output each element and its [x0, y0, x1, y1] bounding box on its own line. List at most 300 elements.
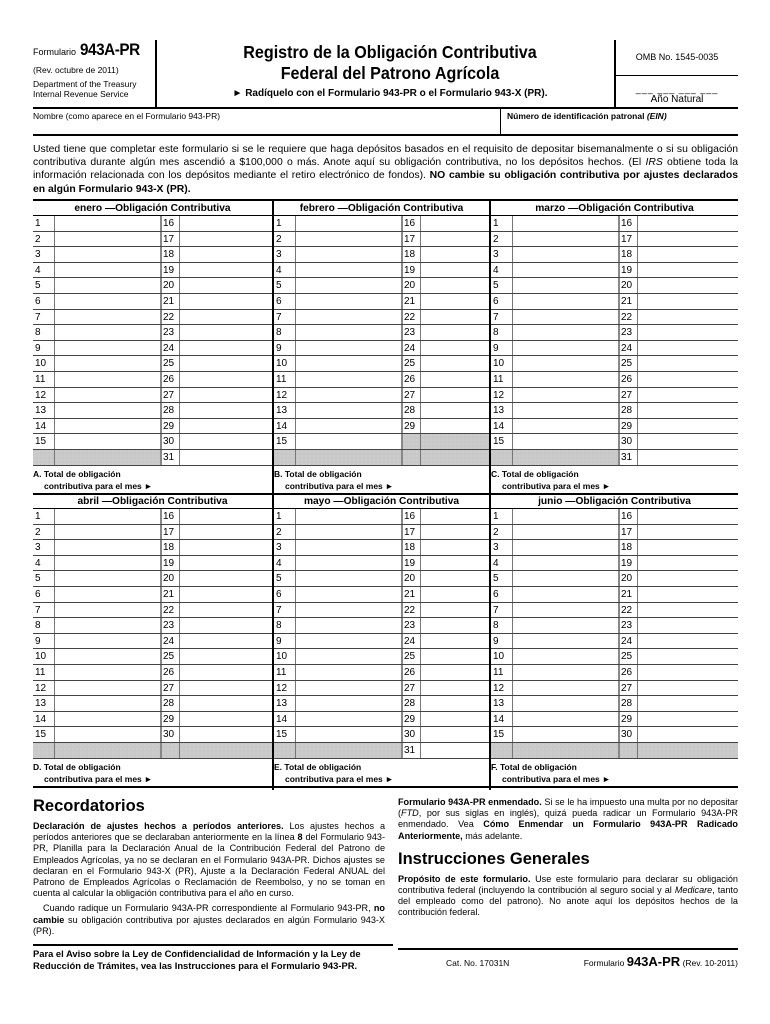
day-27-liability-input[interactable] — [638, 388, 738, 403]
day-12-liability-input[interactable] — [296, 388, 403, 403]
day-12-liability-input[interactable] — [55, 681, 162, 696]
day-1-liability-input[interactable] — [55, 216, 162, 231]
day-20-liability-input[interactable] — [180, 278, 272, 293]
day-11-liability-input[interactable] — [296, 372, 403, 387]
day-28-liability-input[interactable] — [421, 696, 489, 711]
day-26-liability-input[interactable] — [421, 372, 489, 387]
day-7-liability-input[interactable] — [296, 603, 403, 618]
day-30-liability-input[interactable] — [180, 727, 272, 742]
month-separator — [489, 201, 491, 495]
day-21-liability-input[interactable] — [180, 294, 272, 309]
day-10-liability-input[interactable] — [513, 649, 620, 664]
day-number: 29 — [403, 419, 421, 434]
day-4-liability-input[interactable] — [55, 556, 162, 571]
day-17-liability-input[interactable] — [638, 232, 738, 247]
day-row — [274, 450, 489, 466]
day-row — [274, 681, 489, 697]
day-7-liability-input[interactable] — [513, 603, 620, 618]
day-number — [162, 743, 180, 758]
day-24-liability-input[interactable] — [421, 341, 489, 356]
day-number: 15 — [274, 727, 296, 742]
day-row — [491, 509, 738, 525]
day-7-liability-input[interactable] — [55, 603, 162, 618]
intro-text-2: obtiene toda la información relacionada con los depósitos mediante el retiro electrónico de fondos). — [33, 157, 738, 182]
day-10-liability-input[interactable] — [296, 356, 403, 371]
day-8-liability-input[interactable] — [513, 618, 620, 633]
day-24-liability-input[interactable] — [180, 634, 272, 649]
day-18-liability-input[interactable] — [421, 247, 489, 262]
day-17-liability-input[interactable] — [180, 232, 272, 247]
form-id-block — [33, 40, 157, 108]
day-8-liability-input[interactable] — [55, 618, 162, 633]
day-number: 27 — [620, 681, 638, 696]
day-15-liability-input[interactable] — [55, 434, 162, 449]
day-23-liability-input[interactable] — [638, 618, 738, 633]
day-10-liability-input[interactable] — [55, 649, 162, 664]
day-20-liability-input[interactable] — [180, 571, 272, 586]
day-6-liability-input[interactable] — [55, 294, 162, 309]
day-number: 24 — [162, 634, 180, 649]
day-19-liability-input[interactable] — [421, 556, 489, 571]
day-4-liability-input[interactable] — [296, 263, 403, 278]
name-ein-row — [33, 109, 738, 136]
day-28-liability-input[interactable] — [638, 696, 738, 711]
day-18-liability-input[interactable] — [421, 540, 489, 555]
day-25-liability-input[interactable] — [421, 649, 489, 664]
day-15-liability-input[interactable] — [513, 434, 620, 449]
month-header: abril —Obligación Contributiva — [33, 494, 272, 509]
day-row — [491, 216, 738, 232]
day-6-liability-input[interactable] — [55, 587, 162, 602]
day-23-liability-input[interactable] — [638, 325, 738, 340]
day-number: 7 — [491, 310, 513, 325]
day-5-liability-input[interactable] — [513, 571, 620, 586]
day-15-liability-input[interactable] — [296, 434, 403, 449]
day-number: 28 — [403, 696, 421, 711]
day-3-liability-input[interactable] — [296, 247, 403, 262]
day-30-liability-input[interactable] — [638, 727, 738, 742]
instructions-column — [398, 797, 738, 919]
day-number — [491, 450, 513, 465]
day-27-liability-input[interactable] — [421, 681, 489, 696]
day-number: 1 — [33, 509, 55, 524]
day-row — [33, 310, 272, 326]
day-13-liability-input[interactable] — [55, 403, 162, 418]
day-11-liability-input[interactable] — [513, 372, 620, 387]
day-22-liability-input[interactable] — [180, 310, 272, 325]
day-blank-liability-input — [296, 450, 403, 465]
month-total-field[interactable] — [33, 466, 272, 495]
day-row — [491, 540, 738, 556]
liability-table-q1-part2 — [33, 494, 738, 790]
day-30-liability-input[interactable] — [421, 727, 489, 742]
day-4-liability-input[interactable] — [55, 263, 162, 278]
day-14-liability-input[interactable] — [296, 712, 403, 727]
day-row — [33, 571, 272, 587]
day-row — [274, 247, 489, 263]
day-number: 20 — [620, 571, 638, 586]
day-9-liability-input[interactable] — [296, 341, 403, 356]
day-29-liability-input[interactable] — [421, 419, 489, 434]
day-5-liability-input[interactable] — [55, 571, 162, 586]
day-30-liability-input[interactable] — [180, 434, 272, 449]
footer-form-info — [398, 948, 738, 969]
day-26-liability-input[interactable] — [421, 665, 489, 680]
day-16-liability-input[interactable] — [421, 509, 489, 524]
day-row — [274, 341, 489, 357]
day-6-liability-input[interactable] — [513, 294, 620, 309]
day-21-liability-input[interactable] — [421, 294, 489, 309]
day-22-liability-input[interactable] — [421, 310, 489, 325]
day-row — [274, 310, 489, 326]
day-2-liability-input[interactable] — [55, 232, 162, 247]
day-1-liability-input[interactable] — [513, 216, 620, 231]
intro-irs: IRS — [645, 157, 663, 169]
day-8-liability-input[interactable] — [296, 618, 403, 633]
day-2-liability-input[interactable] — [55, 525, 162, 540]
day-24-liability-input[interactable] — [421, 634, 489, 649]
day-13-liability-input[interactable] — [513, 403, 620, 418]
day-row — [274, 696, 489, 712]
calendar-year-input[interactable]: ___ ___ ___ ___ — [635, 84, 719, 94]
total-letter: D. — [33, 761, 42, 772]
day-1-liability-input[interactable] — [296, 216, 403, 231]
day-row — [491, 341, 738, 357]
day-22-liability-input[interactable] — [638, 310, 738, 325]
day-6-liability-input[interactable] — [296, 587, 403, 602]
day-19-liability-input[interactable] — [180, 263, 272, 278]
day-31-liability-input[interactable] — [180, 450, 272, 465]
total-label-1: Total de obligación — [43, 468, 121, 479]
day-19-liability-input[interactable] — [421, 263, 489, 278]
day-3-liability-input[interactable] — [55, 247, 162, 262]
month-total-field[interactable] — [274, 466, 489, 495]
day-12-liability-input[interactable] — [513, 681, 620, 696]
day-number: 11 — [33, 372, 55, 387]
day-9-liability-input[interactable] — [55, 341, 162, 356]
day-number: 9 — [491, 634, 513, 649]
day-5-liability-input[interactable] — [296, 571, 403, 586]
day-17-liability-input[interactable] — [421, 525, 489, 540]
day-18-liability-input[interactable] — [180, 540, 272, 555]
day-27-liability-input[interactable] — [180, 681, 272, 696]
day-27-liability-input[interactable] — [421, 388, 489, 403]
day-number: 20 — [162, 571, 180, 586]
day-9-liability-input[interactable] — [513, 341, 620, 356]
day-21-liability-input[interactable] — [421, 587, 489, 602]
month-total-field[interactable] — [491, 759, 738, 788]
day-number: 11 — [33, 665, 55, 680]
day-28-liability-input[interactable] — [180, 696, 272, 711]
day-number: 4 — [274, 556, 296, 571]
day-row — [491, 388, 738, 404]
day-14-liability-input[interactable] — [55, 712, 162, 727]
day-30-liability-input[interactable] — [638, 434, 738, 449]
month-separator — [489, 494, 491, 790]
day-12-liability-input[interactable] — [55, 388, 162, 403]
day-3-liability-input[interactable] — [55, 540, 162, 555]
day-26-liability-input[interactable] — [180, 372, 272, 387]
day-24-liability-input[interactable] — [638, 341, 738, 356]
day-row — [491, 696, 738, 712]
day-row — [33, 403, 272, 419]
day-27-liability-input[interactable] — [180, 388, 272, 403]
day-11-liability-input[interactable] — [513, 665, 620, 680]
day-number: 16 — [620, 216, 638, 231]
day-26-liability-input[interactable] — [638, 372, 738, 387]
day-11-liability-input[interactable] — [296, 665, 403, 680]
day-25-liability-input[interactable] — [638, 649, 738, 664]
day-21-liability-input[interactable] — [638, 587, 738, 602]
month-total-field[interactable] — [491, 466, 738, 495]
day-26-liability-input[interactable] — [638, 665, 738, 680]
day-4-liability-input[interactable] — [296, 556, 403, 571]
day-number — [620, 743, 638, 758]
day-number: 13 — [33, 403, 55, 418]
day-7-liability-input[interactable] — [296, 310, 403, 325]
day-4-liability-input[interactable] — [513, 263, 620, 278]
day-number: 17 — [162, 232, 180, 247]
day-23-liability-input[interactable] — [180, 618, 272, 633]
day-13-liability-input[interactable] — [55, 696, 162, 711]
day-number: 16 — [162, 509, 180, 524]
day-2-liability-input[interactable] — [513, 525, 620, 540]
day-11-liability-input[interactable] — [55, 372, 162, 387]
day-10-liability-input[interactable] — [296, 649, 403, 664]
day-number: 8 — [33, 325, 55, 340]
day-17-liability-input[interactable] — [638, 525, 738, 540]
day-5-liability-input[interactable] — [513, 278, 620, 293]
day-number: 5 — [491, 278, 513, 293]
day-16-liability-input[interactable] — [180, 509, 272, 524]
day-10-liability-input[interactable] — [513, 356, 620, 371]
day-12-liability-input[interactable] — [513, 388, 620, 403]
day-row — [274, 587, 489, 603]
day-9-liability-input[interactable] — [55, 634, 162, 649]
day-number: 2 — [33, 232, 55, 247]
day-blank-liability-input — [55, 450, 162, 465]
day-number — [403, 434, 421, 449]
month-separator — [272, 201, 274, 495]
day-number: 3 — [274, 540, 296, 555]
day-number: 25 — [162, 649, 180, 664]
day-row — [33, 450, 272, 466]
day-16-liability-input[interactable] — [638, 216, 738, 231]
day-8-liability-input[interactable] — [296, 325, 403, 340]
day-3-liability-input[interactable] — [513, 247, 620, 262]
ein-label: Número de identificación patronal — [507, 111, 645, 121]
day-number: 7 — [274, 603, 296, 618]
day-number: 7 — [491, 603, 513, 618]
day-8-liability-input[interactable] — [55, 325, 162, 340]
day-16-liability-input[interactable] — [421, 216, 489, 231]
day-7-liability-input[interactable] — [55, 310, 162, 325]
day-number: 19 — [403, 263, 421, 278]
day-number: 8 — [491, 618, 513, 633]
day-10-liability-input[interactable] — [55, 356, 162, 371]
day-row — [274, 649, 489, 665]
day-3-liability-input[interactable] — [296, 540, 403, 555]
day-29-liability-input[interactable] — [421, 712, 489, 727]
day-number: 19 — [403, 556, 421, 571]
day-18-liability-input[interactable] — [638, 540, 738, 555]
day-number: 9 — [274, 341, 296, 356]
day-20-liability-input[interactable] — [638, 278, 738, 293]
day-22-liability-input[interactable] — [180, 603, 272, 618]
day-row — [491, 665, 738, 681]
day-row — [491, 727, 738, 743]
day-13-liability-input[interactable] — [296, 696, 403, 711]
day-15-liability-input[interactable] — [296, 727, 403, 742]
total-label-1: Total de obligación — [284, 468, 362, 479]
day-row — [274, 712, 489, 728]
day-21-liability-input[interactable] — [180, 587, 272, 602]
day-number: 5 — [491, 571, 513, 586]
day-number: 18 — [403, 540, 421, 555]
day-13-liability-input[interactable] — [296, 403, 403, 418]
day-9-liability-input[interactable] — [513, 634, 620, 649]
day-number: 26 — [403, 372, 421, 387]
day-1-liability-input[interactable] — [296, 509, 403, 524]
day-19-liability-input[interactable] — [180, 556, 272, 571]
day-24-liability-input[interactable] — [638, 634, 738, 649]
day-27-liability-input[interactable] — [638, 681, 738, 696]
day-14-liability-input[interactable] — [296, 419, 403, 434]
day-9-liability-input[interactable] — [296, 634, 403, 649]
day-2-liability-input[interactable] — [513, 232, 620, 247]
day-31-liability-input[interactable] — [421, 743, 489, 758]
day-17-liability-input[interactable] — [421, 232, 489, 247]
day-number: 1 — [491, 509, 513, 524]
total-letter: A. — [33, 468, 42, 479]
day-16-liability-input[interactable] — [180, 216, 272, 231]
day-8-liability-input[interactable] — [513, 325, 620, 340]
day-25-liability-input[interactable] — [180, 356, 272, 371]
day-row — [33, 419, 272, 435]
day-number: 26 — [162, 372, 180, 387]
day-22-liability-input[interactable] — [421, 603, 489, 618]
total-label-2: contributiva para el mes ► — [44, 480, 153, 491]
day-14-liability-input[interactable] — [55, 419, 162, 434]
department: Department of the Treasury — [33, 79, 137, 89]
day-14-liability-input[interactable] — [513, 419, 620, 434]
day-15-liability-input[interactable] — [55, 727, 162, 742]
month-total-field[interactable] — [33, 759, 272, 788]
day-23-liability-input[interactable] — [421, 325, 489, 340]
day-number: 4 — [274, 263, 296, 278]
day-2-liability-input[interactable] — [296, 525, 403, 540]
day-19-liability-input[interactable] — [638, 556, 738, 571]
day-3-liability-input[interactable] — [513, 540, 620, 555]
day-number: 14 — [491, 712, 513, 727]
ein-field[interactable] — [500, 109, 667, 134]
day-2-liability-input[interactable] — [296, 232, 403, 247]
day-20-liability-input[interactable] — [421, 278, 489, 293]
general-instructions-heading: Instrucciones Generales — [398, 849, 590, 868]
day-18-liability-input[interactable] — [180, 247, 272, 262]
day-number: 28 — [403, 403, 421, 418]
day-21-liability-input[interactable] — [638, 294, 738, 309]
day-number: 21 — [403, 294, 421, 309]
month-header: marzo —Obligación Contributiva — [491, 201, 738, 216]
day-number: 20 — [403, 278, 421, 293]
day-12-liability-input[interactable] — [296, 681, 403, 696]
day-25-liability-input[interactable] — [421, 356, 489, 371]
day-6-liability-input[interactable] — [296, 294, 403, 309]
day-23-liability-input[interactable] — [421, 618, 489, 633]
day-20-liability-input[interactable] — [421, 571, 489, 586]
day-7-liability-input[interactable] — [513, 310, 620, 325]
day-number: 5 — [274, 571, 296, 586]
day-20-liability-input[interactable] — [638, 571, 738, 586]
day-number: 29 — [162, 712, 180, 727]
day-24-liability-input[interactable] — [180, 341, 272, 356]
name-field[interactable] — [33, 111, 220, 121]
day-16-liability-input[interactable] — [638, 509, 738, 524]
day-14-liability-input[interactable] — [513, 712, 620, 727]
day-15-liability-input[interactable] — [513, 727, 620, 742]
month-total-field[interactable] — [274, 759, 489, 788]
intro-text-1: Usted tiene que completar este formulario si se le requiere que haga depósitos basados en el requisito de depositar bisemanalmente o si su obligación contributiva durante algún mes ascendió a $100,000 o más. Anote aquí su obligación contributiva, no los depósitos hechos. (El — [33, 144, 738, 169]
day-23-liability-input[interactable] — [180, 325, 272, 340]
day-number: 23 — [403, 618, 421, 633]
day-31-liability-input[interactable] — [638, 450, 738, 465]
day-25-liability-input[interactable] — [638, 356, 738, 371]
day-1-liability-input[interactable] — [55, 509, 162, 524]
revision: (Rev. octubre de 2011) — [33, 65, 119, 75]
day-row — [274, 388, 489, 404]
day-number: 27 — [162, 388, 180, 403]
day-29-liability-input[interactable] — [180, 419, 272, 434]
day-number: 22 — [403, 603, 421, 618]
day-number: 18 — [162, 247, 180, 262]
footer-revision: (Rev. 10-2011) — [682, 958, 738, 968]
day-number — [403, 450, 421, 465]
day-29-liability-input[interactable] — [638, 712, 738, 727]
day-19-liability-input[interactable] — [638, 263, 738, 278]
day-number: 26 — [162, 665, 180, 680]
day-number: 21 — [162, 294, 180, 309]
day-11-liability-input[interactable] — [55, 665, 162, 680]
day-25-liability-input[interactable] — [180, 649, 272, 664]
day-row — [33, 434, 272, 450]
day-row — [491, 263, 738, 279]
day-1-liability-input[interactable] — [513, 509, 620, 524]
day-4-liability-input[interactable] — [513, 556, 620, 571]
day-row — [33, 294, 272, 310]
intro-paragraph — [33, 143, 738, 196]
day-5-liability-input[interactable] — [55, 278, 162, 293]
day-18-liability-input[interactable] — [638, 247, 738, 262]
day-number: 20 — [403, 571, 421, 586]
day-22-liability-input[interactable] — [638, 603, 738, 618]
day-17-liability-input[interactable] — [180, 525, 272, 540]
day-29-liability-input[interactable] — [180, 712, 272, 727]
day-29-liability-input[interactable] — [638, 419, 738, 434]
day-number: 5 — [33, 278, 55, 293]
day-6-liability-input[interactable] — [513, 587, 620, 602]
day-5-liability-input[interactable] — [296, 278, 403, 293]
day-26-liability-input[interactable] — [180, 665, 272, 680]
day-number: 22 — [620, 310, 638, 325]
day-13-liability-input[interactable] — [513, 696, 620, 711]
day-28-liability-input[interactable] — [421, 403, 489, 418]
day-number: 7 — [33, 603, 55, 618]
day-row — [274, 263, 489, 279]
day-28-liability-input[interactable] — [180, 403, 272, 418]
day-28-liability-input[interactable] — [638, 403, 738, 418]
day-row — [491, 403, 738, 419]
